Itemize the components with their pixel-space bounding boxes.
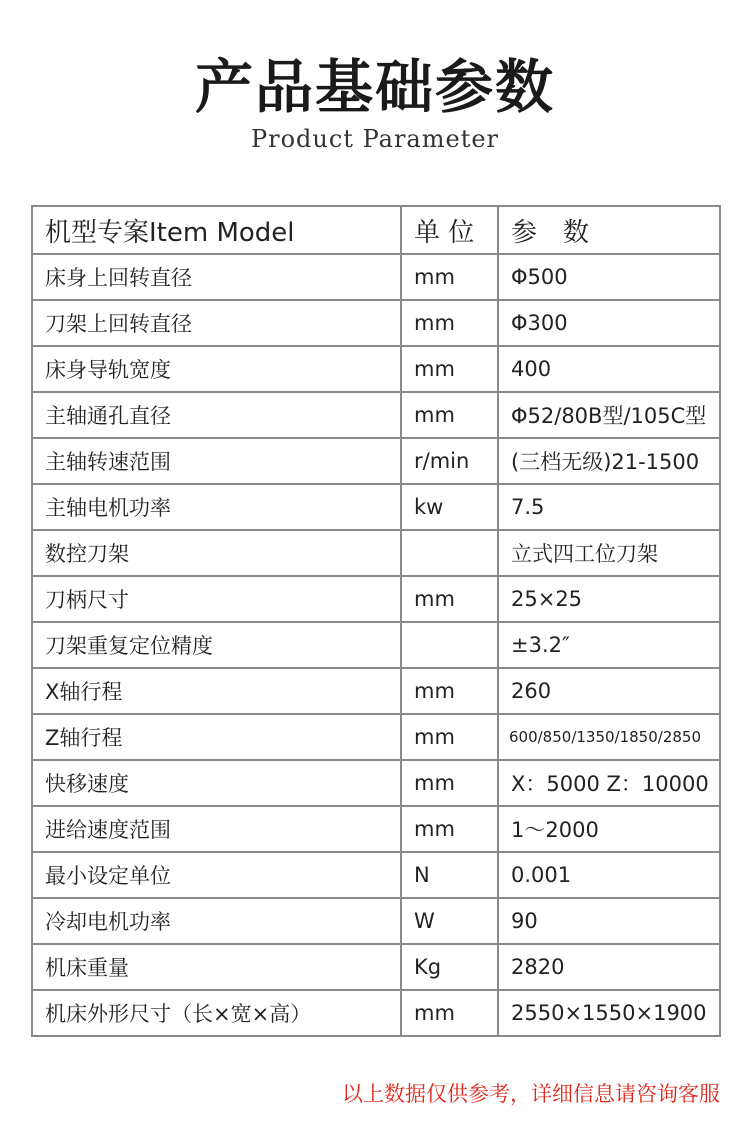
page-subtitle: Product Parameter — [250, 125, 500, 153]
row-value: (三档无级)21-1500 — [498, 438, 720, 484]
table-row — [32, 898, 720, 944]
row-unit: mm — [401, 668, 498, 714]
row-name: 机床重量 — [32, 944, 401, 990]
row-unit: kw — [401, 484, 498, 530]
page-title: 产品基础参数 — [194, 53, 555, 121]
row-name: Z轴行程 — [32, 714, 401, 760]
row-value: 400 — [498, 346, 720, 392]
table-row — [32, 852, 720, 898]
row-unit: mm — [401, 714, 498, 760]
row-name: 冷却电机功率 — [32, 898, 401, 944]
row-name: 主轴通孔直径 — [32, 392, 401, 438]
row-name: 床身导轨宽度 — [32, 346, 401, 392]
table-row — [32, 576, 720, 622]
row-value: X：5000 Z：10000 — [498, 760, 720, 806]
table-row — [32, 990, 720, 1036]
row-unit: mm — [401, 990, 498, 1036]
table-row — [32, 944, 720, 990]
row-name: 主轴转速范围 — [32, 438, 401, 484]
table-row — [32, 254, 720, 300]
row-unit: mm — [401, 806, 498, 852]
row-name: 数控刀架 — [32, 530, 401, 576]
row-name: 刀架上回转直径 — [32, 300, 401, 346]
row-value: Φ500 — [498, 254, 720, 300]
row-unit: r/min — [401, 438, 498, 484]
row-name: 快移速度 — [32, 760, 401, 806]
row-value: ±3.2″ — [498, 622, 720, 668]
row-value: 0.001 — [498, 852, 720, 898]
row-value: 1～2000 — [498, 806, 720, 852]
row-name: 进给速度范围 — [32, 806, 401, 852]
table-row — [32, 714, 720, 760]
row-unit: mm — [401, 346, 498, 392]
row-name: 刀架重复定位精度 — [32, 622, 401, 668]
header-unit: 单 位 — [401, 206, 498, 254]
row-unit: N — [401, 852, 498, 898]
row-name: 最小设定单位 — [32, 852, 401, 898]
parameter-table — [31, 205, 721, 1037]
header-value: 参 数 — [498, 206, 720, 254]
row-value: 260 — [498, 668, 720, 714]
table-row — [32, 300, 720, 346]
row-value: Φ52/80B型/105C型 — [498, 392, 720, 438]
disclaimer-note: 以上数据仅供参考，详细信息请咨询客服 — [342, 1082, 720, 1106]
row-unit: mm — [401, 760, 498, 806]
row-unit: Kg — [401, 944, 498, 990]
row-unit: mm — [401, 576, 498, 622]
table-row — [32, 392, 720, 438]
row-unit: mm — [401, 392, 498, 438]
row-unit: mm — [401, 254, 498, 300]
row-unit: mm — [401, 300, 498, 346]
row-value: 90 — [498, 898, 720, 944]
table-row — [32, 484, 720, 530]
row-value: 600/850/1350/1850/2850 — [498, 714, 720, 760]
table-row — [32, 346, 720, 392]
table-row — [32, 806, 720, 852]
row-unit: W — [401, 898, 498, 944]
row-name: 床身上回转直径 — [32, 254, 401, 300]
table-row — [32, 530, 720, 576]
header-model: 机型专案Item Model — [32, 206, 401, 254]
row-value: Φ300 — [498, 300, 720, 346]
table-row — [32, 760, 720, 806]
row-unit — [401, 622, 498, 668]
table-header-row — [32, 206, 720, 254]
row-value: 2550×1550×1900 — [498, 990, 720, 1036]
row-name: 刀柄尺寸 — [32, 576, 401, 622]
table-row — [32, 438, 720, 484]
table-row — [32, 622, 720, 668]
row-value: 7.5 — [498, 484, 720, 530]
row-name: 主轴电机功率 — [32, 484, 401, 530]
row-unit — [401, 530, 498, 576]
row-value: 立式四工位刀架 — [498, 530, 720, 576]
table-row — [32, 668, 720, 714]
row-name: 机床外形尺寸（长×宽×高） — [32, 990, 401, 1036]
row-value: 25×25 — [498, 576, 720, 622]
row-value: 2820 — [498, 944, 720, 990]
row-name: X轴行程 — [32, 668, 401, 714]
